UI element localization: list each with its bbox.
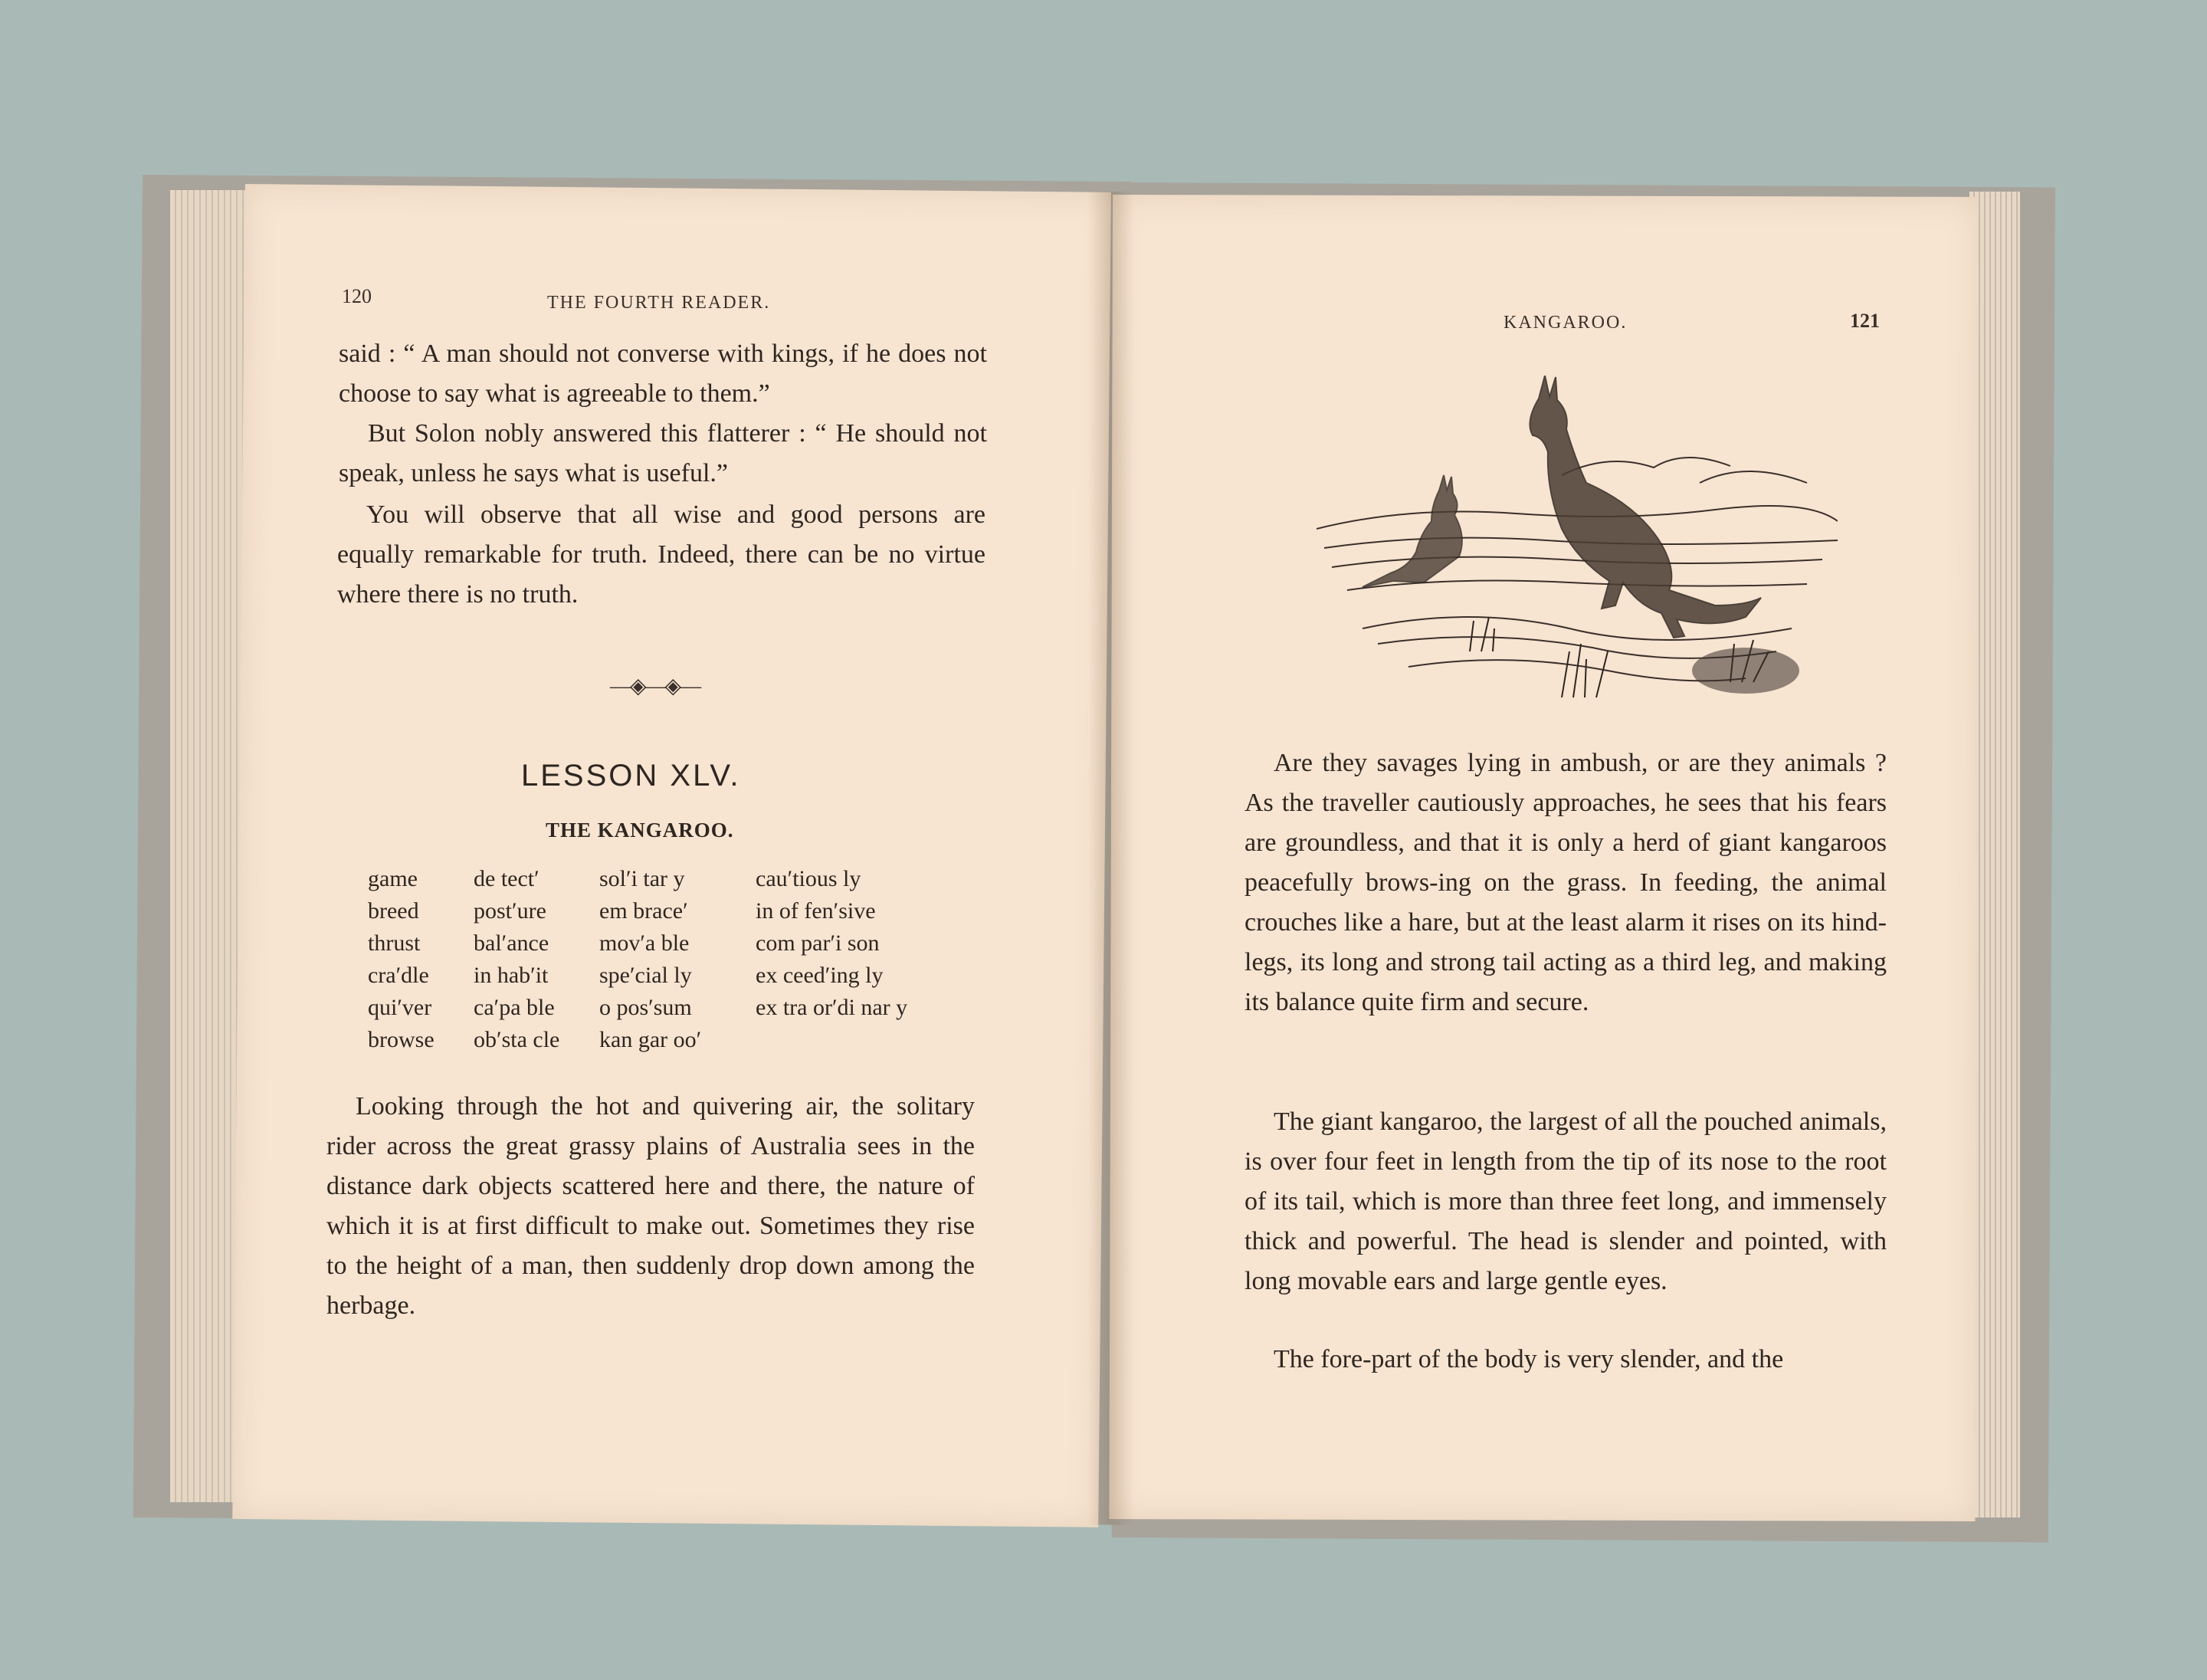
vocab-word: spe′cial ly xyxy=(599,963,692,988)
vocab-word: ca′pa ble xyxy=(474,995,555,1020)
lesson-title: LESSON XLV. xyxy=(521,759,741,792)
vocab-word: browse xyxy=(368,1027,435,1052)
paragraph-giant-kangaroo: The giant kangaroo, the largest of all the pouched animals, is over four feet in length from the tip of its nose to the root of its tail, which is more than three feet long, and immensely thick and powerful. The head is slender and pointed, with long movable ears and large gentle eyes. xyxy=(1245,1107,1887,1295)
vocab-word: com par′i son xyxy=(756,930,880,956)
vocab-word: post′ure xyxy=(474,898,546,924)
vocab-column-2 xyxy=(474,863,559,1056)
vocab-word: kan gar oo′ xyxy=(599,1027,702,1052)
vocab-word: em brace′ xyxy=(599,898,688,924)
left-page-number: 120 xyxy=(342,285,372,307)
section-ornament: —◈—◈— xyxy=(610,674,700,698)
vocab-word: ex ceed′ing ly xyxy=(756,963,884,988)
right-page-number: 121 xyxy=(1850,310,1880,332)
vocab-word: ob′sta cle xyxy=(474,1027,560,1052)
vocab-word: in hab′it xyxy=(474,963,549,988)
vocab-word: game xyxy=(368,866,418,891)
vocab-word: thrust xyxy=(368,930,421,956)
vocab-word: ex tra or′di nar y xyxy=(756,995,908,1020)
vocab-word: cra′dle xyxy=(368,963,429,988)
lesson-subtitle: THE KANGAROO. xyxy=(546,819,734,842)
paragraph-truth: You will observe that all wise and good persons are equally remarkable for truth. Indeed, there can be no virtue where there is no truth. xyxy=(337,500,985,609)
paragraph-said: said : “ A man should not converse with kings, if he does not choose to say what is agreeable to them.” xyxy=(339,340,987,408)
vocab-word: in of fen′sive xyxy=(756,898,876,924)
vocab-word: bal′ance xyxy=(474,930,549,956)
vocab-column-4 xyxy=(756,863,907,1024)
vocab-word: sol′i tar y xyxy=(599,866,685,891)
vocab-word: cau′tious ly xyxy=(756,866,861,891)
vocab-column-1 xyxy=(368,863,435,1056)
vocab-word: o pos′sum xyxy=(599,995,692,1020)
book-gutter xyxy=(1088,192,1134,1525)
paragraph-solon: But Solon nobly answered this flatterer : “ He should not speak, unless he says what is useful.” xyxy=(339,419,987,487)
vocab-word: mov′a ble xyxy=(599,930,690,956)
left-running-head: THE FOURTH READER. xyxy=(547,293,771,313)
kangaroo-illustration xyxy=(1317,376,1838,728)
vocab-word: qui′ver xyxy=(368,995,432,1020)
vocab-word: de tect′ xyxy=(474,866,539,891)
vocab-word: breed xyxy=(368,898,419,924)
vocab-column-3 xyxy=(599,863,701,1056)
paragraph-fore-part: The fore-part of the body is very slender, and the xyxy=(1274,1345,1784,1373)
paragraph-savages: Are they savages lying in ambush, or are they animals ? As the traveller cautiously approaches, he sees that his fears are groundless, and that it is only a herd of giant kangaroos peacefully brows-ing on the grass. In feeding, the animal crouches like a hare, but at the least alarm it rises on its hind-legs, its long and strong tail acting as a third leg, and making its balance quite firm and secure. xyxy=(1245,749,1887,1016)
paragraph-looking: Looking through the hot and quivering air, the solitary rider across the great grassy plains of Australia sees in the distance dark objects scattered here and there, the nature of which it is at first difficult to make out. Sometimes they rise to the height of a man, then suddenly drop down among the herbage. xyxy=(326,1092,975,1320)
right-running-head: KANGAROO. xyxy=(1504,313,1628,333)
